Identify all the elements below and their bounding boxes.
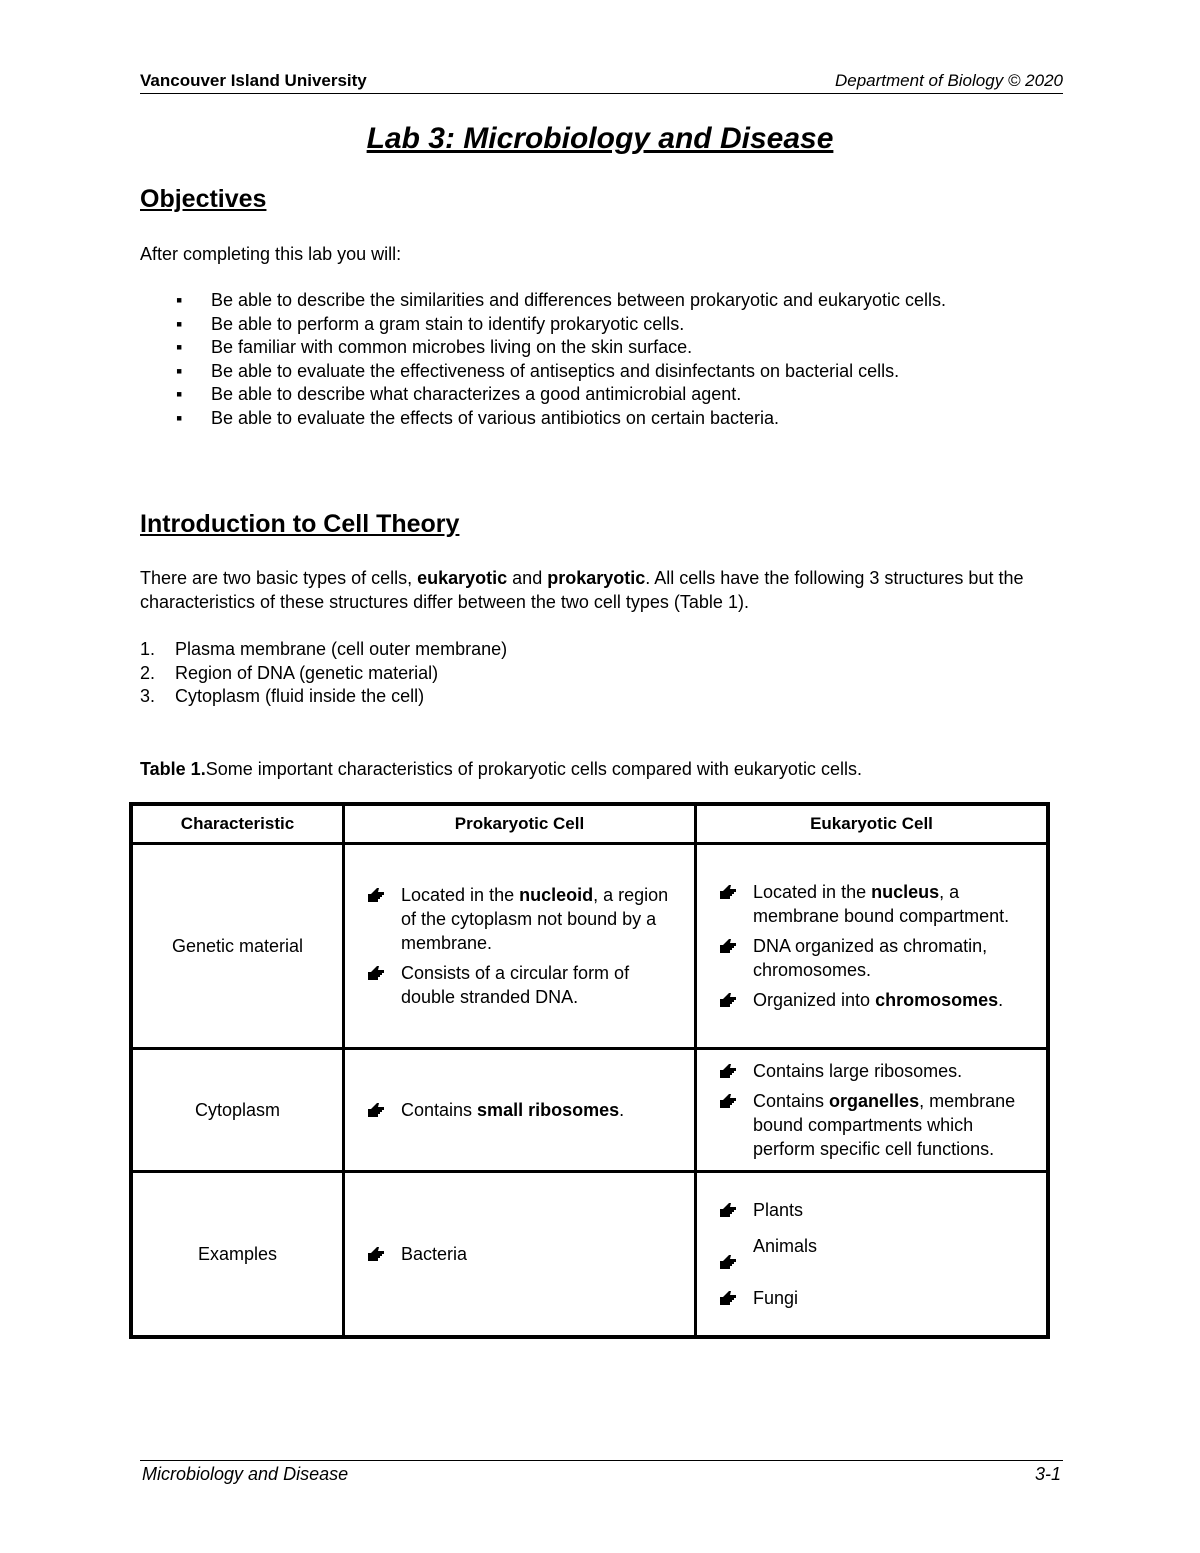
page-title: Lab 3: Microbiology and Disease [366, 122, 834, 155]
list-item: Fungi [697, 1286, 1040, 1310]
square-bullet-icon: ▪ [176, 407, 183, 428]
list-item: Located in the nucleus, a membrane bound compartment. [697, 880, 1040, 928]
eukaryotic-cell [696, 1172, 1049, 1338]
characteristic-cell: Cytoplasm [131, 1049, 344, 1172]
eukaryotic-cell [696, 1049, 1049, 1172]
hand-pointing-icon [367, 1102, 385, 1118]
table-row [131, 1172, 1048, 1338]
column-header: Eukaryotic Cell [696, 804, 1049, 844]
table-row [131, 844, 1048, 1049]
list-item: Animals [697, 1234, 1040, 1258]
objective-item: ▪ Be familiar with common microbes living on the skin surface. [140, 336, 946, 360]
list-item: 2. Region of DNA (genetic material) [140, 662, 439, 683]
list-item: Located in the nucleoid, a region of the cytoplasm not bound by a membrane. [345, 883, 688, 955]
page-footer [140, 1460, 1063, 1484]
list-item: Plants [697, 1198, 1040, 1222]
prokaryotic-cell [344, 844, 696, 1049]
intro-paragraph: There are two basic types of cells, eukaryotic and prokaryotic. All cells have the following 3 structures but the characteristics of these structures differ between the two cell types (Table 1). [140, 568, 1024, 612]
objectives-heading: Objectives [140, 185, 267, 213]
square-bullet-icon: ▪ [176, 384, 183, 405]
list-item: Contains organelles, membrane bound compartments which perform specific cell functions. [697, 1089, 1040, 1161]
page-header [140, 71, 1063, 94]
eukaryotic-cell [696, 844, 1049, 1049]
list-item: Consists of a circular form of double stranded DNA. [345, 961, 688, 1009]
objective-item: ▪ Be able to describe the similarities and differences between prokaryotic and eukaryotic cells. [140, 289, 946, 313]
prokaryotic-cell [344, 1172, 696, 1338]
hand-pointing-icon [719, 1202, 737, 1218]
intro-heading: Introduction to Cell Theory [140, 510, 460, 538]
list-item: Contains large ribosomes. [697, 1059, 1040, 1083]
list-item: Contains small ribosomes. [345, 1098, 688, 1122]
square-bullet-icon: ▪ [176, 337, 183, 358]
hand-pointing-icon [367, 965, 385, 981]
characteristic-cell: Examples [131, 1172, 344, 1338]
hand-pointing-icon [719, 884, 737, 900]
characteristic-cell: Genetic material [131, 844, 344, 1049]
hand-pointing-icon [719, 1290, 737, 1306]
square-bullet-icon: ▪ [176, 360, 183, 381]
cell-comparison-table [129, 802, 1050, 1339]
column-header: Characteristic [131, 804, 344, 844]
hand-pointing-icon [719, 1254, 737, 1270]
objective-item: ▪ Be able to evaluate the effectiveness of antiseptics and disinfectants on bacterial cells. [140, 360, 946, 384]
objective-item: ▪ Be able to perform a gram stain to identify prokaryotic cells. [140, 313, 946, 337]
objective-item: ▪ Be able to evaluate the effects of various antibiotics on certain bacteria. [140, 407, 946, 431]
hand-pointing-icon [367, 887, 385, 903]
hand-pointing-icon [719, 992, 737, 1008]
objectives-list [140, 289, 946, 431]
table-row [131, 1049, 1048, 1172]
objectives-intro: After completing this lab you will: [140, 244, 402, 264]
list-item: 1. Plasma membrane (cell outer membrane) [140, 639, 508, 659]
list-item: Organized into chromosomes. [697, 988, 1040, 1012]
hand-pointing-icon [719, 1093, 737, 1109]
square-bullet-icon: ▪ [176, 290, 183, 310]
footer-title: Microbiology and Disease [142, 1464, 349, 1484]
list-item: DNA organized as chromatin, chromosomes. [697, 934, 1040, 982]
hand-pointing-icon [367, 1246, 385, 1262]
list-item: Bacteria [345, 1242, 688, 1266]
cell-structures-list [140, 638, 507, 709]
objective-item: ▪ Be able to describe what characterizes a good antimicrobial agent. [140, 383, 946, 407]
page-number: 3-1 [1034, 1464, 1061, 1484]
table-caption: Table 1.Some important characteristics of prokaryotic cells compared with eukaryotic cells. [140, 759, 862, 779]
table-header-row [131, 804, 1048, 844]
header-department: Department of Biology © 2020 [835, 71, 1063, 90]
list-item: 3. Cytoplasm (fluid inside the cell) [140, 686, 425, 707]
column-header: Prokaryotic Cell [344, 804, 696, 844]
hand-pointing-icon [719, 938, 737, 954]
hand-pointing-icon [719, 1063, 737, 1079]
prokaryotic-cell [344, 1049, 696, 1172]
header-institution: Vancouver Island University [140, 71, 367, 90]
square-bullet-icon: ▪ [176, 313, 183, 334]
